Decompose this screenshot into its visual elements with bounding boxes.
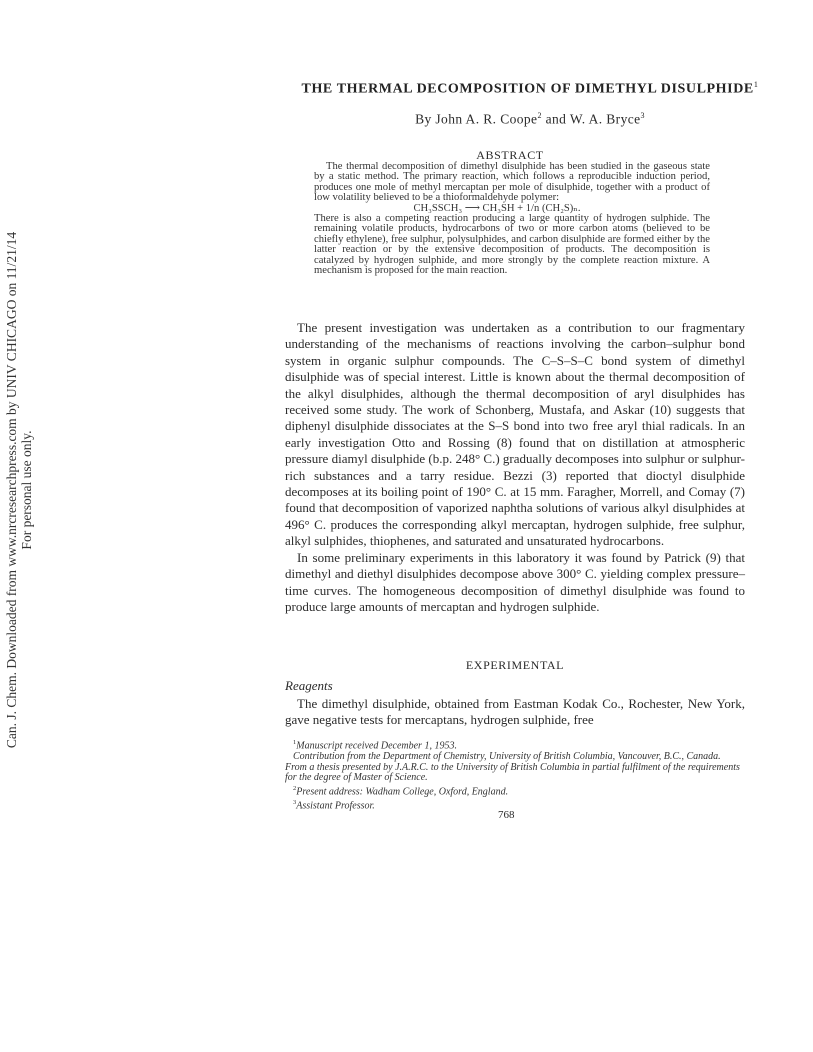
- watermark-line-1: Can. J. Chem. Downloaded from www.nrcresearchpress.com by UNIV CHICAGO on 11/21/14: [4, 231, 19, 749]
- author-1: John A. R. Coope: [435, 111, 538, 127]
- footnote-3-marker: 3: [293, 798, 297, 806]
- footnote-1-contribution: [285, 752, 745, 784]
- reagents-paragraph: The dimethyl disulphide, obtained from Eastman Kodak Co., Rochester, New York, gave negative tests for mercaptans, hydrogen sulphide, free: [285, 696, 745, 728]
- footnote-3: [285, 798, 745, 812]
- by-label: By: [415, 111, 432, 127]
- intro-paragraph-1: The present investigation was undertaken as a contribution to our fragmentary understanding of the mechanisms of reactions involving the carbon–sulphur bond system in organic sulphur compounds. The C–S–S–C bond system of dimethyl disulphide was of special interest. Little is known about the thermal decomposition of the alkyl disulphides, although the thermal decomposition of aryl disulphides has received some study. The work of Schonberg, Mustafa, and Askar (10) suggests that diphenyl disulphide dissociates at the S–S bond into two free aryl thial radicals. In an early investigation Otto and Rossing (8) found that on distillation at atmospheric pressure diamyl disulphide (b.p. 248° C.) gradually decomposes into sulphur or sulphur-rich substances and a tarry residue. Bezzi (3) reported that dioctyl disulphide decomposes at its boiling point of 190° C. at 15 mm. Faragher, Morrell, and Comay (7) found that decomposition of vaporized naphtha solutions of various alkyl disulphides at 496° C. produces the corresponding alkyl mercaptan, hydrogen sulphide, free sulphur, alkyl sulphides, thiophenes, and saturated and unsaturated hydrocarbons.: [285, 320, 745, 549]
- footnote-1: [285, 738, 745, 752]
- footnote-1-text: Manuscript received December 1, 1953.: [296, 740, 457, 752]
- abstract-equation: CH₃SSCH₃ ⟶ CH₃SH + 1/n (CH₂S)ₙ.: [413, 202, 581, 214]
- abstract-paragraph-1: The thermal decomposition of dimethyl disulphide has been studied in the gaseous state by a static method. The primary reaction, which follows a reproducible induction period, produces one mole of methyl mercaptan per mole of disulphide, together with a product of low volatility believed to be a thioformaldehyde polymer:: [314, 161, 710, 204]
- author-2: W. A. Bryce: [569, 111, 641, 127]
- paper-title: [250, 80, 810, 98]
- experimental-heading: EXPERIMENTAL: [465, 658, 565, 672]
- watermark-line-2: For personal use only.: [19, 430, 34, 550]
- footnote-1-marker: 1: [293, 739, 297, 746]
- footnote-1b-text: Contribution from the Department of Chemistry, University of British Columbia, Vancouver, B.C., Canada. From a thesis presented by J.A.R.C. to the University of British Columbia in partial fulfilment of the requirements for the degree of Master of Science.: [285, 750, 740, 784]
- footnote-2: [285, 784, 745, 798]
- abstract-heading: ABSTRACT: [476, 148, 544, 162]
- and-label: and: [545, 111, 567, 127]
- download-watermark: [4, 230, 34, 750]
- footnote-2-text: Present address: Wadham College, Oxford, England.: [296, 786, 509, 798]
- reagents-text: [285, 696, 745, 729]
- footnote-2-marker: 2: [293, 784, 297, 792]
- footnotes: [285, 738, 745, 812]
- abstract-body: [314, 162, 710, 276]
- author-1-footnote-ref: 2: [537, 111, 542, 120]
- footnote-3-text: Assistant Professor.: [296, 799, 375, 811]
- reagents-subheading: Reagents: [285, 678, 333, 693]
- intro-paragraph-2: In some preliminary experiments in this laboratory it was found by Patrick (9) that dimethyl and diethyl disulphides decompose above 300° C. yielding complex pressure–time curves. The homogeneous decomposition of dimethyl disulphide was found to produce large amounts of mercaptan and hydrogen sulphide.: [285, 549, 745, 614]
- introduction-text: [285, 320, 745, 615]
- author-2-footnote-ref: 3: [640, 111, 645, 120]
- title-text: THE THERMAL DECOMPOSITION OF DIMETHYL DISULPHIDE: [301, 81, 754, 97]
- page-number: 768: [498, 809, 515, 821]
- author-line: [280, 111, 780, 128]
- abstract-paragraph-2: There is also a competing reaction producing a large quantity of hydrogen sulphide. The remaining volatile products, hydrocarbons of two or more carbon atoms (believed to be chiefly ethylene), free sulphur, polysulphides, and carbon disulphide are formed either by the latter reaction or by the extensive decomposition of products. The decomposition is catalyzed by hydrogen sulphide, and more strongly by the complete reaction mixture. A mechanism is proposed for the main reaction.: [314, 213, 710, 277]
- title-footnote-ref: 1: [753, 80, 759, 89]
